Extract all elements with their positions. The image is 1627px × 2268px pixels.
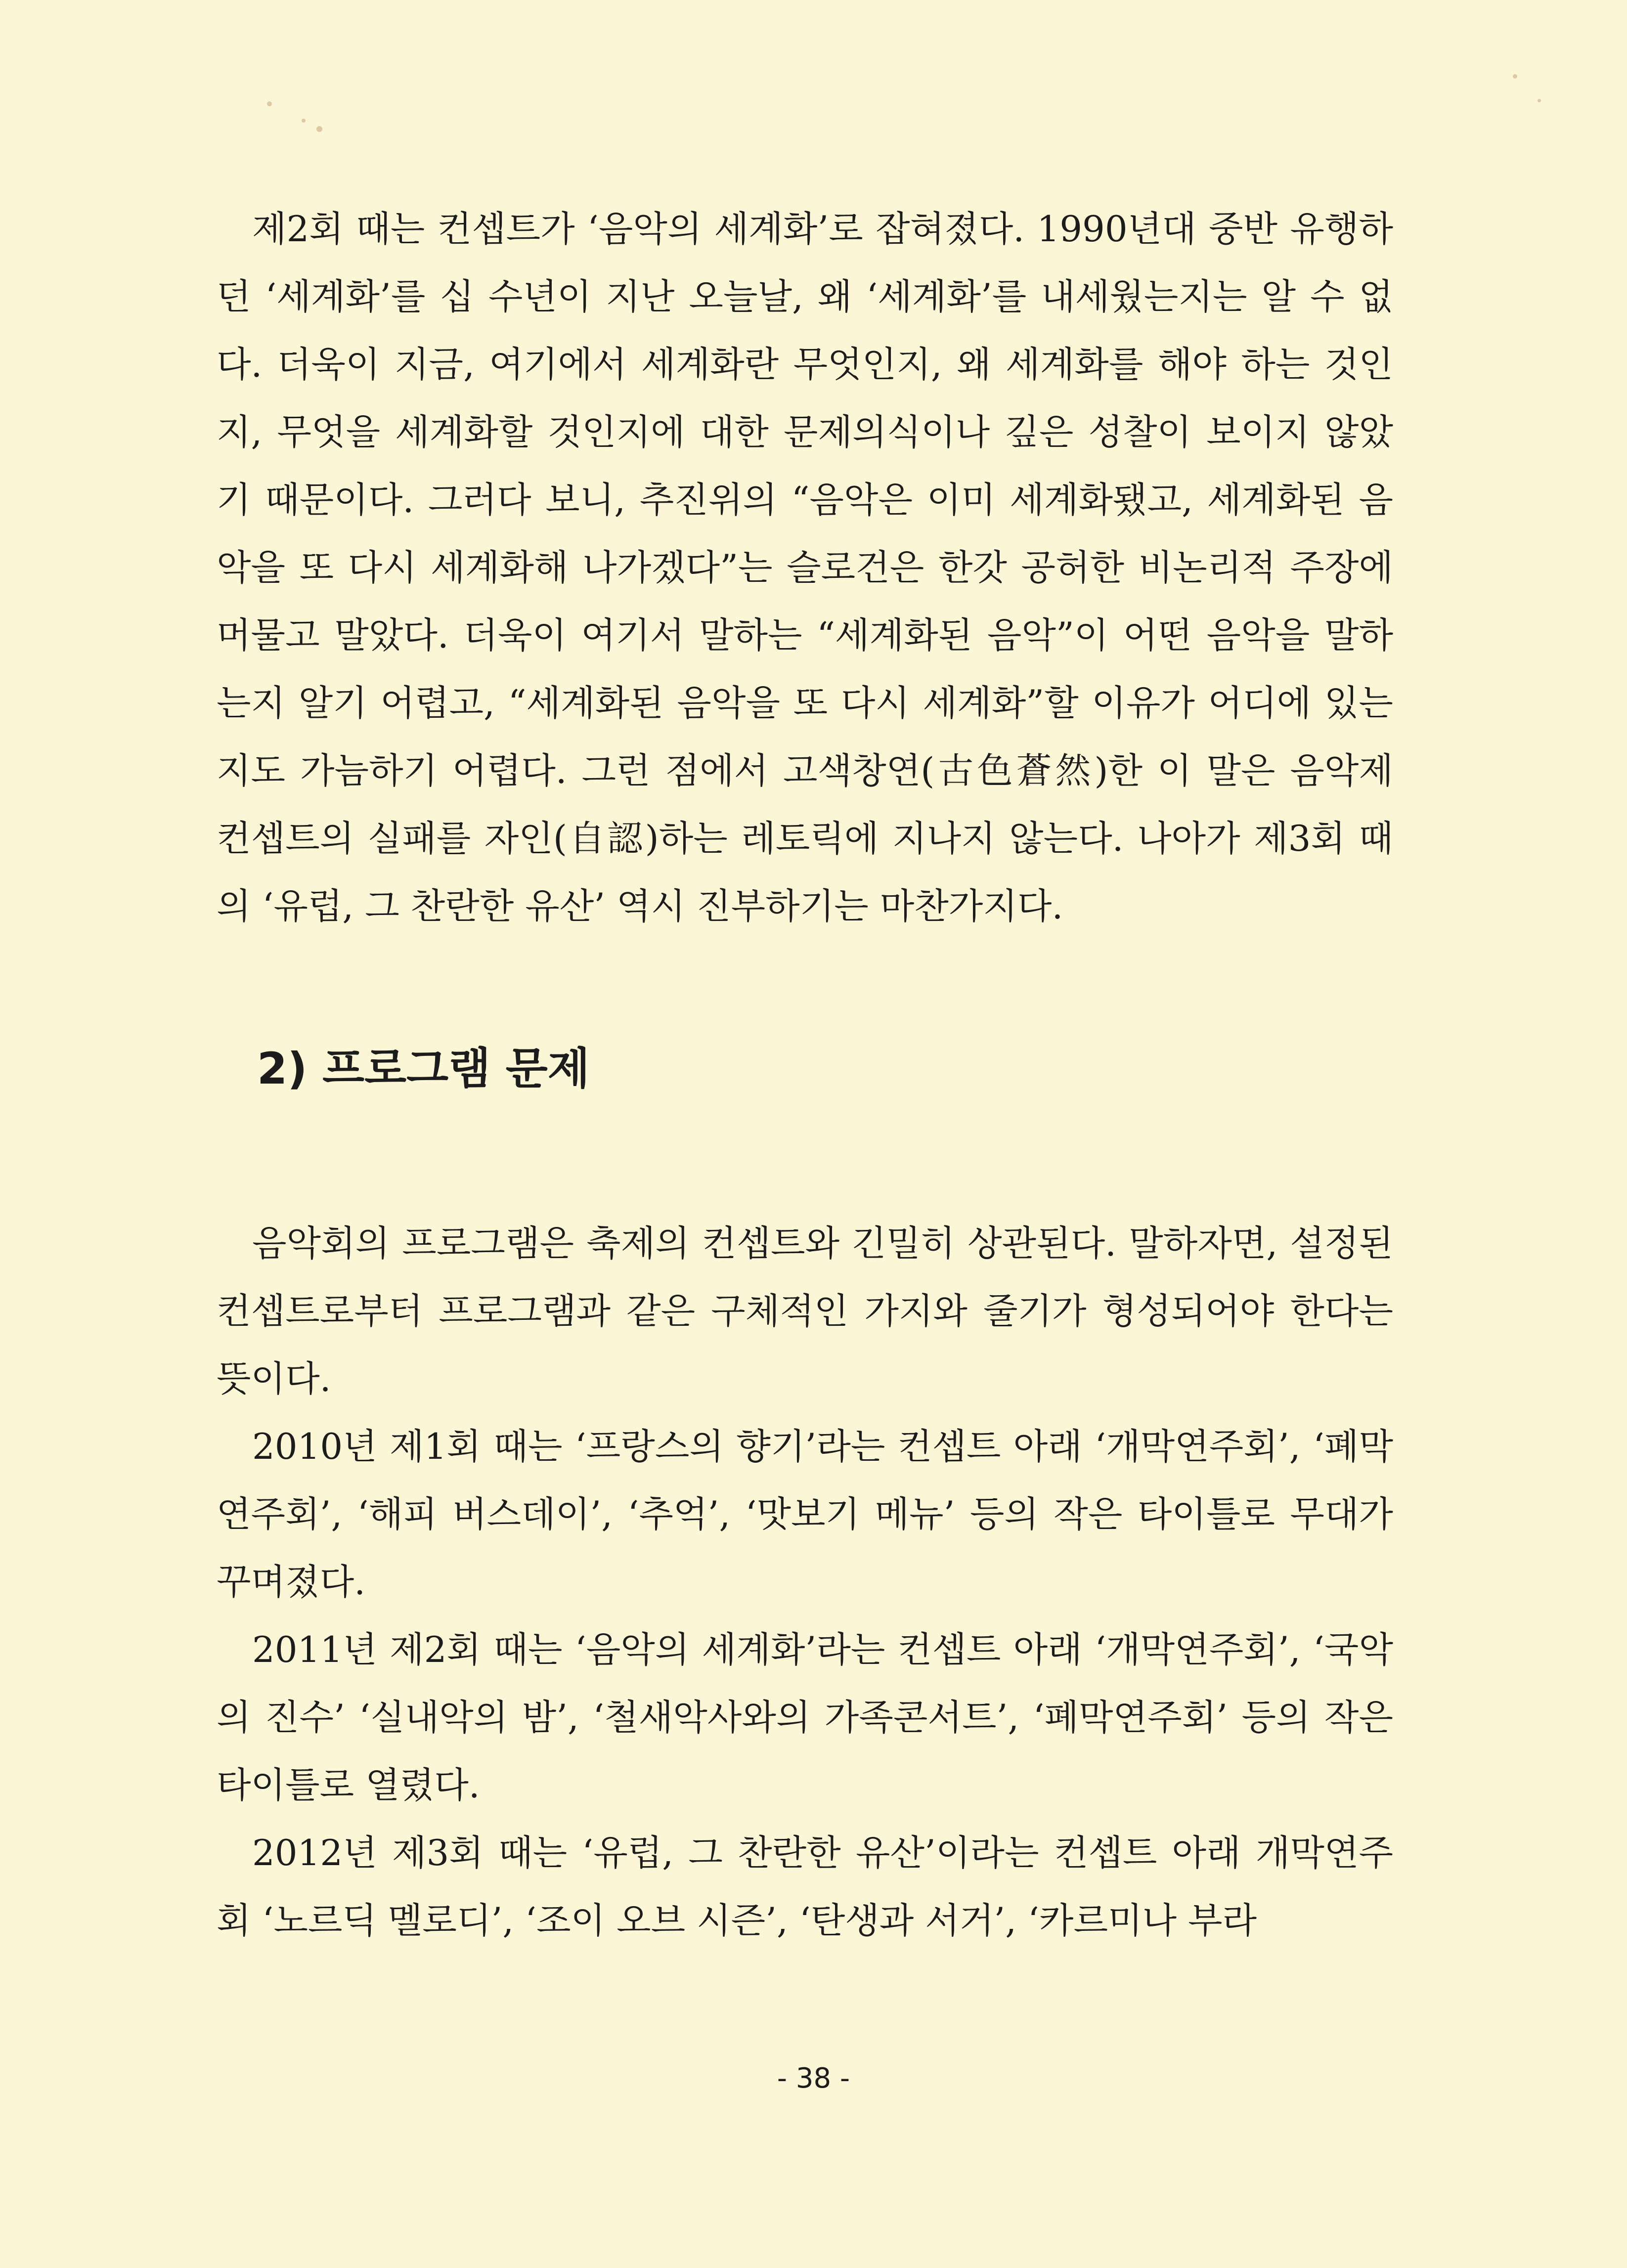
paper-speck bbox=[1513, 74, 1517, 79]
paper-speck bbox=[316, 126, 322, 132]
section-heading: 2) 프로그램 문제 bbox=[257, 1043, 590, 1094]
section-body bbox=[217, 1210, 1393, 1955]
body-paragraph: 제2회 때는 컨셉트가 ‘음악의 세계화’로 잡혀졌다. 1990년대 중반 유행하던 ‘세계화’를 십 수년이 지난 오늘날, 왜 ‘세계화’를 내세웠는지는 알 수 없다. 더욱이 지금, 여기에서 세계화란 무엇인지, 왜 세계화를 해야 하는 것인지, 무엇을 세계화할 것인지에 대한 문제의식이나 깊은 성찰이 보이지 않았기 때문이다. 그러다 보니, 추진위의 “음악은 이미 세계화됐고, 세계화된 음악을 또 다시 세계화해 나가겠다”는 슬로건은 한갓 공허한 비논리적 주장에 머물고 말았다. 더욱이 여기서 말하는 “세계화된 음악”이 어떤 음악을 말하는지 알기 어렵고, “세계화된 음악을 또 다시 세계화”할 이유가 어디에 있는지도 가늠하기 어렵다. 그런 점에서 고색창연(古色蒼然)한 이 말은 음악제 컨셉트의 실패를 자인(自認)하는 레토릭에 지나지 않는다. 나아가 제3회 때의 ‘유럽, 그 찬란한 유산’ 역시 진부하기는 마찬가지다. bbox=[217, 208, 1393, 927]
document-body bbox=[217, 195, 1393, 1955]
paper-speck bbox=[1538, 99, 1541, 102]
body-paragraph: 2011년 제2회 때는 ‘음악의 세계화’라는 컨셉트 아래 ‘개막연주회’, ‘국악의 진수’ ‘실내악의 밤’, ‘철새악사와의 가족콘서트’, ‘폐막연주회’ 등의 작은 타이틀로 열렸다. bbox=[217, 1629, 1393, 1806]
page-number: - 38 - bbox=[777, 2062, 850, 2094]
body-paragraph: 음악회의 프로그램은 축제의 컨셉트와 긴밀히 상관된다. 말하자면, 설정된 컨셉트로부터 프로그램과 같은 구체적인 가지와 줄기가 형성되어야 한다는 뜻이다. bbox=[217, 1222, 1393, 1399]
body-paragraph: 2010년 제1회 때는 ‘프랑스의 향기’라는 컨셉트 아래 ‘개막연주회’, ‘폐막연주회’, ‘해피 버스데이’, ‘추억’, ‘맛보기 메뉴’ 등의 작은 타이틀로 무대가 꾸며졌다. bbox=[217, 1426, 1393, 1603]
paper-speck bbox=[302, 119, 306, 123]
body-paragraph: 2012년 제3회 때는 ‘유럽, 그 찬란한 유산’이라는 컨셉트 아래 개막연주회 ‘노르딕 멜로디’, ‘조이 오브 시즌’, ‘탄생과 서거’, ‘카르미나 부라 bbox=[217, 1832, 1393, 1941]
paper-speck bbox=[267, 101, 272, 106]
